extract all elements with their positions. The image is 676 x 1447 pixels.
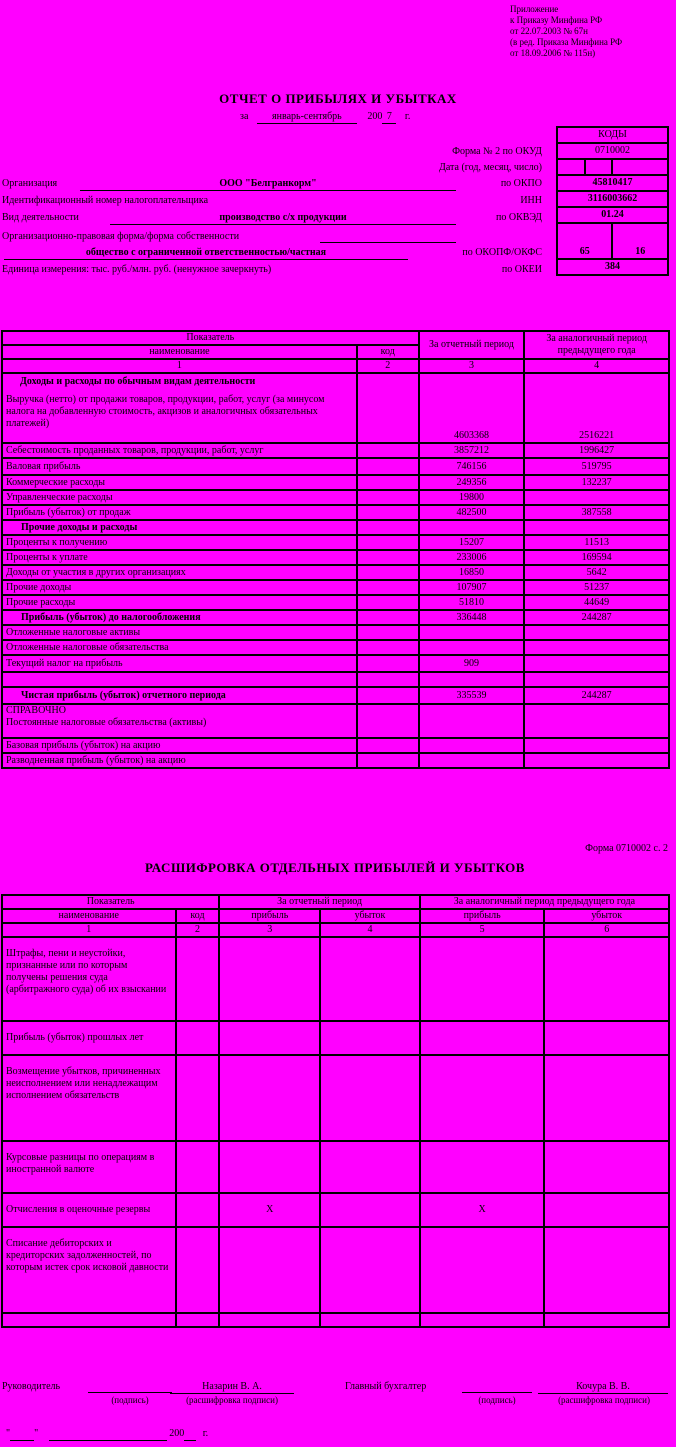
row-current: 336448 (419, 610, 525, 625)
t2-cell (320, 1055, 420, 1141)
table-row (2, 1193, 669, 1227)
row-code (357, 550, 419, 565)
t2-row-name: Курсовые разницы по операциям в иностранной валюте (2, 1141, 176, 1193)
row-code (357, 580, 419, 595)
t2-cell (320, 1313, 420, 1327)
row-previous (524, 672, 669, 687)
t2-cell (176, 1313, 220, 1327)
row-current: 746156 (419, 458, 525, 475)
row-current: 19800 (419, 490, 525, 505)
row-current (419, 520, 525, 535)
table-row (2, 595, 669, 610)
table-row (2, 550, 669, 565)
report-title: ОТЧЕТ О ПРИБЫЛЯХ И УБЫТКАХ (219, 91, 457, 106)
row-name: Прочие расходы (2, 595, 357, 610)
period-year-prefix: 200 (367, 111, 383, 122)
t2-cell (544, 1055, 669, 1141)
appendix-line: от 18.09.2006 № 115н) (510, 48, 596, 58)
row-name: Коммерческие расходы (2, 475, 357, 490)
legal-form-label: Организационно-правовая форма/форма собственности (2, 231, 240, 242)
row-previous: 519795 (524, 458, 669, 475)
t2-row-name: Возмещение убытков, причиненных неисполнением или ненадлежащим исполнением обязательств (2, 1055, 176, 1141)
okpo-label: по ОКПО (500, 178, 542, 189)
date-year: 200 (169, 1428, 185, 1439)
revenue-previous: 2516221 (524, 373, 669, 443)
row-current (419, 738, 525, 753)
row-name: Проценты к уплате (2, 550, 357, 565)
appendix-line: Приложение (510, 4, 559, 14)
table-row (2, 1055, 669, 1141)
t2-cell (320, 1021, 420, 1055)
row-code (357, 738, 419, 753)
appendix-line: от 22.07.2003 № 67н (510, 26, 588, 36)
code-date-day (612, 159, 668, 175)
okved-label: по ОКВЭД (496, 212, 542, 223)
header-indicator: Показатель (2, 331, 419, 345)
row-previous: 1996427 (524, 443, 669, 458)
date-year-suffix: г. (202, 1428, 209, 1439)
t2-col-number: 3 (219, 923, 320, 937)
row-code (357, 535, 419, 550)
row-current: 15207 (419, 535, 525, 550)
t2-cell (544, 937, 669, 1021)
t2-cell (176, 1193, 220, 1227)
legal-form-underline (320, 242, 456, 243)
t2-col-number: 1 (2, 923, 176, 937)
activity-value: производство с/х продукции (110, 212, 456, 225)
row-name: Прочие доходы и расходы (2, 520, 357, 535)
t2-cell (320, 1193, 420, 1227)
breakdown-table (1, 894, 670, 1328)
row-current: 335539 (419, 687, 525, 704)
t2-col-number: 6 (544, 923, 669, 937)
row-name: Себестоимость проданных товаров, продукции, работ, услуг (2, 443, 357, 458)
table-row (2, 1141, 669, 1193)
t2-cell (320, 1141, 420, 1193)
t2-cell (176, 1055, 220, 1141)
table-row (2, 687, 669, 704)
table-row (2, 753, 669, 768)
t2-cell (420, 1055, 545, 1141)
row-name: Отложенные налоговые активы (2, 625, 357, 640)
t2-cell (544, 1227, 669, 1313)
row-previous: 51237 (524, 580, 669, 595)
table-row (2, 505, 669, 520)
t2-row-name: Прибыль (убыток) прошлых лет (2, 1021, 176, 1055)
signature-date (6, 1428, 246, 1441)
row-code (357, 490, 419, 505)
legal-form-value: общество с ограниченной ответственностью/частная (4, 247, 408, 260)
row-name: СПРАВОЧНО Постоянные налоговые обязательства (активы) (2, 704, 357, 738)
t2-cell (420, 1313, 545, 1327)
profit-loss-table (1, 330, 670, 769)
t2-header-name: наименование (2, 909, 176, 923)
t2-cell (219, 1021, 320, 1055)
t2-row-name: Отчисления в оценочные резервы (2, 1193, 176, 1227)
table-row (2, 1313, 669, 1327)
row-code (357, 458, 419, 475)
t2-cell-x-mark: Х (219, 1193, 320, 1227)
col-number: 4 (524, 359, 669, 373)
inn-label: Идентификационный номер налогоплательщика (2, 195, 209, 206)
appendix-line: (в ред. Приказа Минфина РФ (510, 37, 623, 47)
table-row (2, 490, 669, 505)
t2-cell (320, 1227, 420, 1313)
table-row (2, 655, 669, 672)
date-quote-open: " (6, 1428, 11, 1439)
col-number: 1 (2, 359, 357, 373)
row-name: Отложенные налоговые обязательства (2, 640, 357, 655)
t2-cell (544, 1021, 669, 1055)
t2-cell (420, 937, 545, 1021)
row-name: Прибыль (убыток) до налогообложения (2, 610, 357, 625)
table-row (2, 1227, 669, 1313)
t2-cell (176, 1141, 220, 1193)
row-code (357, 672, 419, 687)
row-current (419, 704, 525, 738)
t2-cell (420, 1141, 545, 1193)
row-previous (524, 753, 669, 768)
t2-cell (219, 937, 320, 1021)
t2-col-number: 5 (420, 923, 545, 937)
code-date-month (585, 159, 613, 175)
activity-label: Вид деятельности (2, 212, 79, 223)
code-okfs: 16 (612, 223, 668, 259)
revenue-row-name (2, 373, 357, 443)
section-ordinary: Доходы и расходы по обычным видам деятельности (20, 376, 256, 387)
revenue-code (357, 373, 419, 443)
accountant-signature-line (462, 1392, 532, 1393)
t2-header-loss: убыток (320, 909, 420, 923)
row-previous: 5642 (524, 565, 669, 580)
accountant-signature-caption: (подпись) (478, 1395, 516, 1405)
header-name: наименование (2, 345, 357, 359)
row-code (357, 704, 419, 738)
row-current: 909 (419, 655, 525, 672)
table-row (2, 443, 669, 458)
row-name: Управленческие расходы (2, 490, 357, 505)
inn-code-label: ИНН (520, 195, 542, 206)
row-code (357, 520, 419, 535)
row-code (357, 475, 419, 490)
head-label: Руководитель (2, 1381, 61, 1392)
accountant-label: Главный бухгалтер (345, 1381, 427, 1392)
row-code (357, 687, 419, 704)
t2-header-indicator: Показатель (2, 895, 219, 909)
col-number: 3 (419, 359, 525, 373)
row-name (2, 672, 357, 687)
t2-cell (176, 1227, 220, 1313)
t2-cell (544, 1193, 669, 1227)
table-row (2, 625, 669, 640)
header-previous: За аналогичный период предыдущего года (524, 331, 669, 359)
row-current: 233006 (419, 550, 525, 565)
t2-cell (544, 1141, 669, 1193)
unit-label: Единица измерения: тыс. руб./млн. руб. (ненужное зачеркнуть) (2, 264, 272, 275)
row-previous: 169594 (524, 550, 669, 565)
t2-col-number: 4 (320, 923, 420, 937)
t2-cell (420, 1021, 545, 1055)
t2-col-number: 2 (176, 923, 220, 937)
date-year-blank (184, 1428, 196, 1441)
row-name: Валовая прибыль (2, 458, 357, 475)
row-code (357, 655, 419, 672)
row-current (419, 625, 525, 640)
row-current (419, 672, 525, 687)
accountant-decode-caption: (расшифровка подписи) (558, 1395, 650, 1405)
form-page2-label: Форма 0710002 с. 2 (585, 843, 668, 854)
row-code (357, 595, 419, 610)
row-name: Разводненная прибыль (убыток) на акцию (2, 753, 357, 768)
t2-header-profit: прибыль (420, 909, 545, 923)
row-name: Прибыль (убыток) от продаж (2, 505, 357, 520)
row-name: Базовая прибыль (убыток) на акцию (2, 738, 357, 753)
period-suffix: г. (404, 111, 411, 122)
header-code: код (357, 345, 419, 359)
row-current: 51810 (419, 595, 525, 610)
row-previous: 44649 (524, 595, 669, 610)
title-breakdown: РАСШИФРОВКА ОТДЕЛЬНЫХ ПРИБЫЛЕЙ И УБЫТКОВ (145, 860, 525, 875)
table-row (2, 520, 669, 535)
row-name: Проценты к получению (2, 535, 357, 550)
table-row (2, 738, 669, 753)
report-period (240, 111, 440, 124)
row-previous: 387558 (524, 505, 669, 520)
organization-value: ООО "Белгранкорм" (80, 178, 456, 191)
t2-header-profit: прибыль (219, 909, 320, 923)
t2-header-current: За отчетный период (219, 895, 419, 909)
row-code (357, 753, 419, 768)
form-okud-label: Форма № 2 по ОКУД (452, 146, 542, 157)
row-name: Чистая прибыль (убыток) отчетного периода (2, 687, 357, 704)
revenue-current: 4603368 (419, 373, 525, 443)
row-previous (524, 520, 669, 535)
table-row (2, 565, 669, 580)
table-row (2, 640, 669, 655)
row-previous: 244287 (524, 610, 669, 625)
code-inn: 3116003662 (557, 191, 668, 207)
period-months: январь-сентябрь (257, 111, 357, 124)
t2-row-name: Списание дебиторских и кредиторских задолженностей, по которым истек срок исковой давности (2, 1227, 176, 1313)
appendix-line: к Приказу Минфина РФ (510, 15, 603, 25)
row-previous: 132237 (524, 475, 669, 490)
appendix-note (510, 4, 670, 59)
table-row (2, 937, 669, 1021)
row-previous (524, 640, 669, 655)
date-label: Дата (год, месяц, число) (439, 162, 542, 173)
code-okpo: 45810417 (557, 175, 668, 191)
col-number: 2 (357, 359, 419, 373)
head-signature-line (88, 1392, 172, 1393)
table-row (2, 1021, 669, 1055)
header-current: За отчетный период (419, 331, 525, 359)
period-prefix: за (240, 111, 249, 122)
row-previous (524, 738, 669, 753)
row-current: 3857212 (419, 443, 525, 458)
organization-label: Организация (2, 178, 58, 189)
table-row (2, 535, 669, 550)
head-name: Назарин В. А. (170, 1381, 294, 1394)
row-current: 249356 (419, 475, 525, 490)
t2-cell (219, 1141, 320, 1193)
t2-header-previous: За аналогичный период предыдущего года (420, 895, 669, 909)
row-code (357, 505, 419, 520)
date-day-blank (10, 1428, 34, 1441)
row-previous (524, 704, 669, 738)
code-okei: 384 (557, 259, 668, 275)
period-year-suffix: 7 (382, 111, 396, 124)
row-current (419, 640, 525, 655)
table-row (2, 458, 669, 475)
code-date-year (557, 159, 585, 175)
code-okud: 0710002 (557, 143, 668, 159)
table-row (2, 610, 669, 625)
row-current: 482500 (419, 505, 525, 520)
row-previous: 11513 (524, 535, 669, 550)
row-name: Доходы от участия в других организациях (2, 565, 357, 580)
row-current: 16850 (419, 565, 525, 580)
row-code (357, 640, 419, 655)
table-row (2, 580, 669, 595)
row-code (357, 610, 419, 625)
t2-header-code: код (176, 909, 220, 923)
row-code (357, 565, 419, 580)
t2-cell (219, 1055, 320, 1141)
code-okopf: 65 (557, 223, 612, 259)
t2-cell (219, 1227, 320, 1313)
t2-cell (219, 1313, 320, 1327)
t2-cell-x-mark: Х (420, 1193, 545, 1227)
row-code (357, 625, 419, 640)
t2-cell (320, 937, 420, 1021)
date-month-blank (49, 1428, 167, 1441)
codes-table (556, 126, 669, 276)
t2-row-name (2, 1313, 176, 1327)
t2-cell (544, 1313, 669, 1327)
table-row (2, 672, 669, 687)
head-signature-caption: (подпись) (111, 1395, 149, 1405)
row-current: 107907 (419, 580, 525, 595)
t2-header-loss: убыток (544, 909, 669, 923)
codes-header: КОДЫ (557, 127, 668, 143)
code-okved: 01.24 (557, 207, 668, 223)
t2-cell (176, 1021, 220, 1055)
row-current (419, 753, 525, 768)
row-name: Текущий налог на прибыль (2, 655, 357, 672)
row-previous (524, 625, 669, 640)
t2-cell (176, 937, 220, 1021)
row-previous: 244287 (524, 687, 669, 704)
table-row (2, 704, 669, 738)
revenue-label: Выручка (нетто) от продажи товаров, продукции, работ, услуг (за минусом налога на добавленную стоимость, акцизов и аналогичных обязательных платежей) (6, 394, 325, 429)
table-row (2, 475, 669, 490)
okei-label: по ОКЕИ (501, 264, 542, 275)
row-previous (524, 655, 669, 672)
row-name: Прочие доходы (2, 580, 357, 595)
t2-row-name: Штрафы, пени и неустойки, признанные или по которым получены решения суда (арбитражного суда) об их взыскании (2, 937, 176, 1021)
row-code (357, 443, 419, 458)
t2-cell (420, 1227, 545, 1313)
date-quote-close: " (34, 1428, 39, 1439)
row-previous (524, 490, 669, 505)
okopf-label: по ОКОПФ/ОКФС (462, 247, 542, 258)
head-decode-caption: (расшифровка подписи) (186, 1395, 278, 1405)
accountant-name: Кочура В. В. (538, 1381, 668, 1394)
